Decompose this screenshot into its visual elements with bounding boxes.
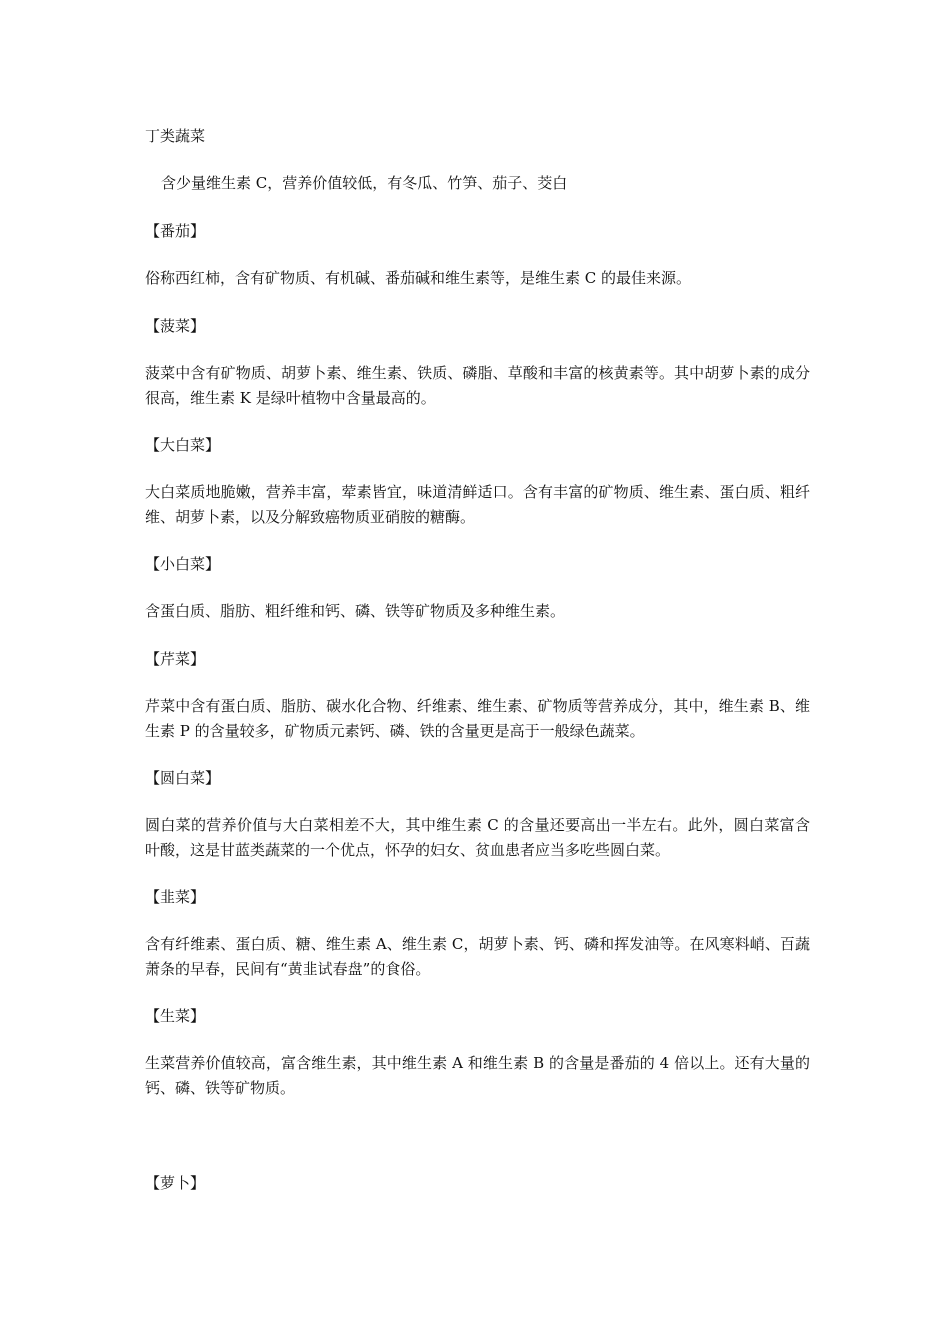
entry-heading: 【萝卜】: [145, 1174, 206, 1192]
entry-text: 含有纤维素、蛋白质、糖、维生素 A、维生素 C，胡萝卜素、钙、磷和挥发油等。在风寒料峭、百蔬萧条的早春，民间有“黄韭试春盘”的食俗。: [145, 935, 810, 978]
entry-text: 圆白菜的营养价值与大白菜相差不大，其中维生素 C 的含量还要高出一半左右。此外，圆白菜富含叶酸，这是甘蓝类蔬菜的一个优点，怀孕的妇女、贫血患者应当多吃些圆白菜。: [145, 816, 810, 859]
entry-text: 俗称西红柿，含有矿物质、有机碱、番茄碱和维生素等，是维生素 C 的最佳来源。: [145, 269, 692, 287]
entry-heading: 【大白菜】: [145, 436, 221, 454]
entry-heading: 【芹菜】: [145, 650, 206, 668]
entry-text: 生菜营养价值较高，富含维生素，其中维生素 A 和维生素 B 的含量是番茄的 4 倍以上。还有大量的钙、磷、铁等矿物质。: [145, 1054, 810, 1097]
entry-text: 大白菜质地脆嫩，营养丰富，荤素皆宜，味道清鲜适口。含有丰富的矿物质、维生素、蛋白质、粗纤维、胡萝卜素，以及分解致癌物质亚硝胺的糖酶。: [145, 483, 810, 526]
entry-heading: 【小白菜】: [145, 555, 221, 573]
entry-heading: 【菠菜】: [145, 317, 206, 335]
entry-heading: 【生菜】: [145, 1007, 206, 1025]
entry-text: 芹菜中含有蛋白质、脂肪、碳水化合物、纤维素、维生素、矿物质等营养成分，其中，维生素 B、维生素 P 的含量较多，矿物质元素钙、磷、铁的含量更是高于一般绿色蔬菜。: [145, 697, 810, 740]
entry-heading: 【圆白菜】: [145, 769, 221, 787]
section-intro: 含少量维生素 C，营养价值较低，有冬瓜、竹笋、茄子、茭白: [161, 174, 568, 192]
document-page: [145, 0, 810, 1344]
entry-text: 含蛋白质、脂肪、粗纤维和钙、磷、铁等矿物质及多种维生素。: [145, 602, 566, 620]
entry-text: 菠菜中含有矿物质、胡萝卜素、维生素、铁质、磷脂、草酸和丰富的核黄素等。其中胡萝卜素的成分很高，维生素 K 是绿叶植物中含量最高的。: [145, 364, 810, 407]
entry-heading: 【韭菜】: [145, 888, 206, 906]
section-title: 丁类蔬菜: [145, 127, 206, 145]
entry-heading: 【番茄】: [145, 222, 206, 240]
